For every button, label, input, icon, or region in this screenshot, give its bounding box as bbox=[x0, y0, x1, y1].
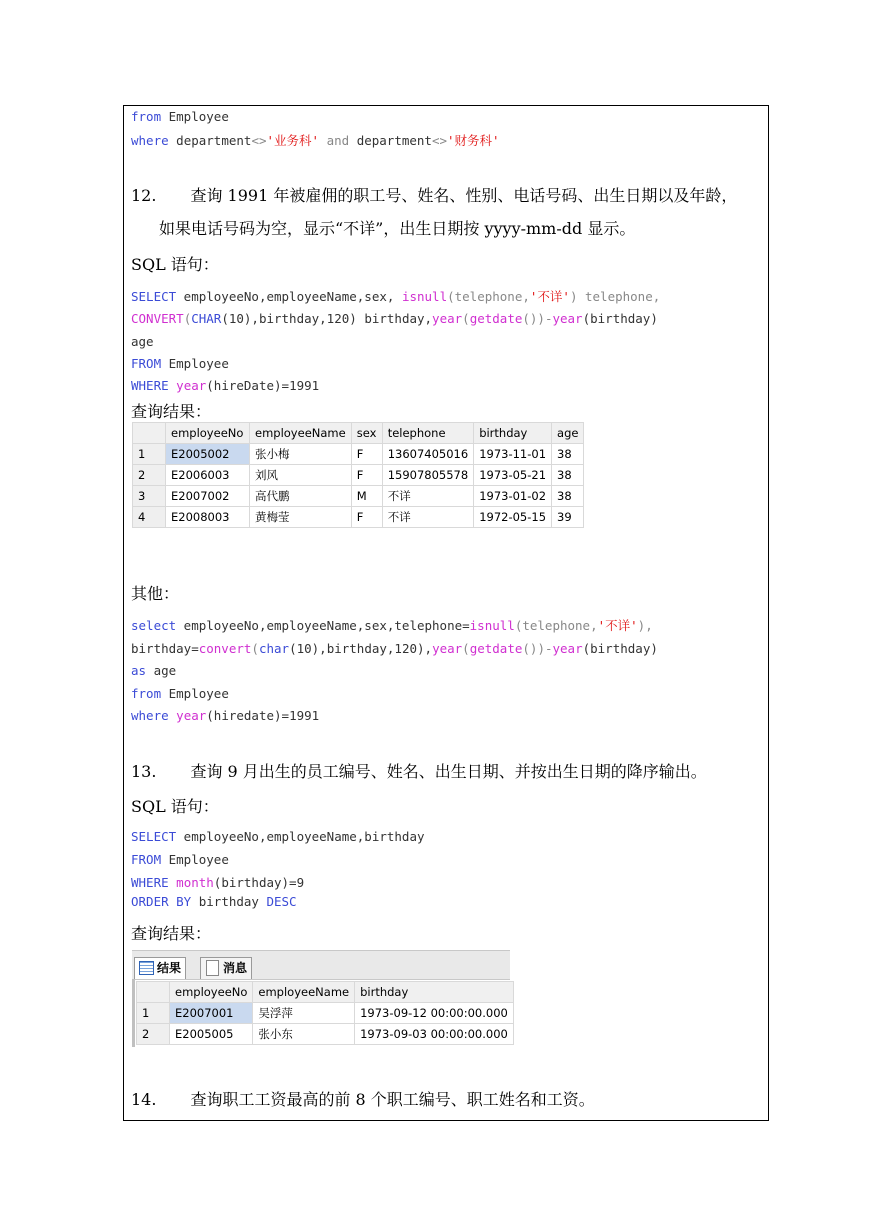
code-line: as age bbox=[131, 663, 177, 678]
table-cell[interactable]: 38 bbox=[552, 486, 584, 507]
code-line: CONVERT(CHAR(10),birthday,120) birthday,year(getdate())-year(birthday) bbox=[131, 311, 658, 326]
code-line: birthday=convert(char(10),birthday,120),year(getdate())-year(birthday) bbox=[131, 641, 658, 656]
column-header[interactable]: employeeNo bbox=[170, 982, 253, 1003]
sql-label: SQL 语句： bbox=[131, 255, 219, 274]
table-cell[interactable]: 39 bbox=[552, 507, 584, 528]
code-line: ORDER BY birthday DESC bbox=[131, 894, 297, 909]
table-cell[interactable]: 38 bbox=[552, 465, 584, 486]
grid-header-row bbox=[133, 423, 584, 444]
table-cell[interactable]: 不详 bbox=[382, 507, 473, 528]
table-row[interactable] bbox=[133, 486, 584, 507]
table-row[interactable] bbox=[137, 1003, 514, 1024]
table-cell[interactable]: F bbox=[351, 465, 382, 486]
table-cell[interactable]: E2007002 bbox=[166, 486, 250, 507]
table-cell[interactable]: 1973-05-21 bbox=[474, 465, 552, 486]
code-line: where department<>'业务科' and department<>'财务科' bbox=[131, 133, 500, 148]
table-cell[interactable]: 张小梅 bbox=[250, 444, 352, 465]
table-cell[interactable]: 黄梅莹 bbox=[250, 507, 352, 528]
row-number-header bbox=[133, 423, 166, 444]
code-line: SELECT employeeNo,employeeName,sex, isnull(telephone,'不详') telephone, bbox=[131, 289, 661, 304]
grid-left-edge bbox=[132, 979, 135, 1047]
code-line: FROM Employee bbox=[131, 356, 229, 371]
code-line: age bbox=[131, 334, 154, 349]
table-cell[interactable]: 不详 bbox=[382, 486, 473, 507]
column-header[interactable]: sex bbox=[351, 423, 382, 444]
table-row[interactable] bbox=[137, 1024, 514, 1045]
table-cell[interactable]: 刘风 bbox=[250, 465, 352, 486]
table-cell[interactable]: 1973-09-12 00:00:00.000 bbox=[355, 1003, 514, 1024]
results-grid bbox=[132, 422, 584, 528]
row-number[interactable]: 4 bbox=[133, 507, 166, 528]
column-header[interactable]: birthday bbox=[474, 423, 552, 444]
document-icon bbox=[206, 960, 219, 976]
tab-results-label: 结果 bbox=[157, 961, 182, 975]
row-number[interactable]: 1 bbox=[137, 1003, 170, 1024]
sql-label: SQL 语句： bbox=[131, 797, 219, 816]
result-label: 查询结果： bbox=[131, 402, 212, 421]
row-number[interactable]: 3 bbox=[133, 486, 166, 507]
tab-messages-label: 消息 bbox=[223, 961, 248, 975]
result-label: 查询结果： bbox=[131, 924, 212, 943]
table-cell[interactable]: 1973-09-03 00:00:00.000 bbox=[355, 1024, 514, 1045]
question-13: 13. 查询 9 月出生的员工编号、姓名、出生日期、并按出生日期的降序输出。 bbox=[131, 762, 707, 781]
results-tab-strip bbox=[132, 950, 510, 980]
row-number-header bbox=[137, 982, 170, 1003]
table-cell[interactable]: E2006003 bbox=[166, 465, 250, 486]
row-number[interactable]: 2 bbox=[137, 1024, 170, 1045]
table-cell[interactable]: 13607405016 bbox=[382, 444, 473, 465]
table-cell[interactable]: E2007001 bbox=[170, 1003, 253, 1024]
code-line: WHERE month(birthday)=9 bbox=[131, 875, 305, 890]
table-cell[interactable]: F bbox=[351, 507, 382, 528]
row-number[interactable]: 2 bbox=[133, 465, 166, 486]
code-line: from Employee bbox=[131, 109, 229, 124]
table-row[interactable] bbox=[133, 465, 584, 486]
code-line: WHERE year(hireDate)=1991 bbox=[131, 378, 320, 393]
column-header[interactable]: age bbox=[552, 423, 584, 444]
question-14: 14. 查询职工工资最高的前 8 个职工编号、职工姓名和工资。 bbox=[131, 1090, 595, 1109]
row-number[interactable]: 1 bbox=[133, 444, 166, 465]
code-line: from Employee bbox=[131, 686, 229, 701]
table-cell[interactable]: 1973-01-02 bbox=[474, 486, 552, 507]
table-cell[interactable]: 吴浮萍 bbox=[253, 1003, 355, 1024]
table-cell[interactable]: 1972-05-15 bbox=[474, 507, 552, 528]
column-header[interactable]: employeeNo bbox=[166, 423, 250, 444]
table-cell[interactable]: E2005005 bbox=[170, 1024, 253, 1045]
code-line: FROM Employee bbox=[131, 852, 229, 867]
table-cell[interactable]: 15907805578 bbox=[382, 465, 473, 486]
column-header[interactable]: birthday bbox=[355, 982, 514, 1003]
table-cell[interactable]: M bbox=[351, 486, 382, 507]
table-cell[interactable]: 38 bbox=[552, 444, 584, 465]
other-label: 其他： bbox=[131, 584, 180, 603]
question-12-line1: 12. 查询 1991 年被雇佣的职工号、姓名、性别、电话号码、出生日期以及年龄， bbox=[131, 186, 738, 205]
grid-header-row bbox=[137, 982, 514, 1003]
table-row[interactable] bbox=[133, 507, 584, 528]
code-line: select employeeNo,employeeName,sex,telephone=isnull(telephone,'不详'), bbox=[131, 618, 653, 633]
table-cell[interactable]: 张小东 bbox=[253, 1024, 355, 1045]
tab-results[interactable] bbox=[134, 957, 186, 979]
table-cell[interactable]: 1973-11-01 bbox=[474, 444, 552, 465]
grid-icon bbox=[139, 961, 154, 975]
table-row[interactable] bbox=[133, 444, 584, 465]
question-12-line2: 如果电话号码为空，显示“不详”，出生日期按 yyyy-mm-dd 显示。 bbox=[159, 219, 636, 238]
table-cell[interactable]: E2008003 bbox=[166, 507, 250, 528]
table-cell[interactable]: 高代鹏 bbox=[250, 486, 352, 507]
results-grid bbox=[136, 981, 514, 1045]
column-header[interactable]: telephone bbox=[382, 423, 473, 444]
tab-messages[interactable] bbox=[200, 957, 252, 979]
code-line: where year(hiredate)=1991 bbox=[131, 708, 320, 723]
table-cell[interactable]: E2005002 bbox=[166, 444, 250, 465]
column-header[interactable]: employeeName bbox=[250, 423, 352, 444]
table-cell[interactable]: F bbox=[351, 444, 382, 465]
column-header[interactable]: employeeName bbox=[253, 982, 355, 1003]
code-line: SELECT employeeNo,employeeName,birthday bbox=[131, 829, 425, 844]
